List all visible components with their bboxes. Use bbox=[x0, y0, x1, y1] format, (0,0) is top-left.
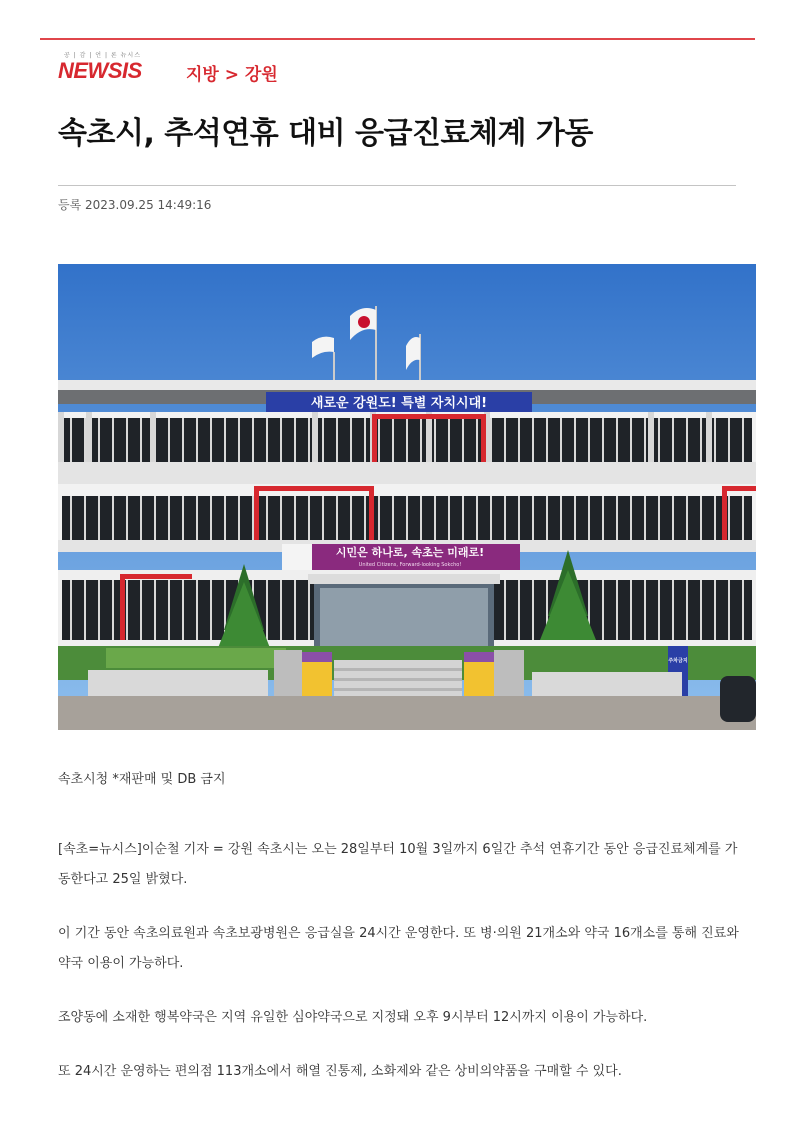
newsis-logo[interactable] bbox=[58, 50, 170, 84]
photo-banner-mid-sub: United Citizens, Forward-looking Sokcho! bbox=[358, 562, 462, 568]
photo-banner-mid: 시민은 하나로, 속초는 미래로! bbox=[335, 546, 485, 559]
article-title: 속초시, 추석연휴 대비 응급진료체계 가동 bbox=[58, 116, 593, 151]
article-paragraph: 이 기간 동안 속초의료원과 속초보광병원은 응급실을 24시간 운영한다. 또 병·의원 21개소와 약국 16개소를 통해 진료와 약국 이용이 가능하다. bbox=[58, 926, 739, 971]
article-paragraph: 또 24시간 운영하는 편의점 113개소에서 해열 진통제, 소화제와 같은 상비의약품을 구매할 수 있다. bbox=[58, 1064, 622, 1079]
top-rule bbox=[40, 38, 755, 40]
article-body bbox=[58, 835, 748, 1111]
city-hall-photo bbox=[58, 264, 756, 730]
logo-tagline: 공 | 감 | 언 | 론 뉴시스 bbox=[64, 52, 141, 59]
section-breadcrumb[interactable]: 지방 > 강원 bbox=[186, 65, 278, 85]
photo-parking-sign: 주차금지 bbox=[668, 658, 688, 664]
photo-banner-top: 새로운 강원도! 특별 자치시대! bbox=[310, 396, 488, 411]
photo-caption: 속초시청 *재판매 및 DB 금지 bbox=[58, 772, 226, 787]
article-photo bbox=[58, 264, 756, 730]
article-paragraph: 조양동에 소재한 행복약국은 지역 유일한 심야약국으로 지정돼 오후 9시부터 12시까지 이용이 가능하다. bbox=[58, 1010, 648, 1025]
logo-wordmark: NEWSIS bbox=[58, 58, 142, 83]
article-dateline: 등록 2023.09.25 14:49:16 bbox=[58, 198, 212, 212]
title-divider bbox=[58, 185, 736, 186]
article-paragraph: [속초=뉴시스]이순철 기자 = 강원 속초시는 오는 28일부터 10월 3일까지 6일간 추석 연휴기간 동안 응급진료체계를 가동한다고 25일 밝혔다. bbox=[58, 842, 738, 887]
